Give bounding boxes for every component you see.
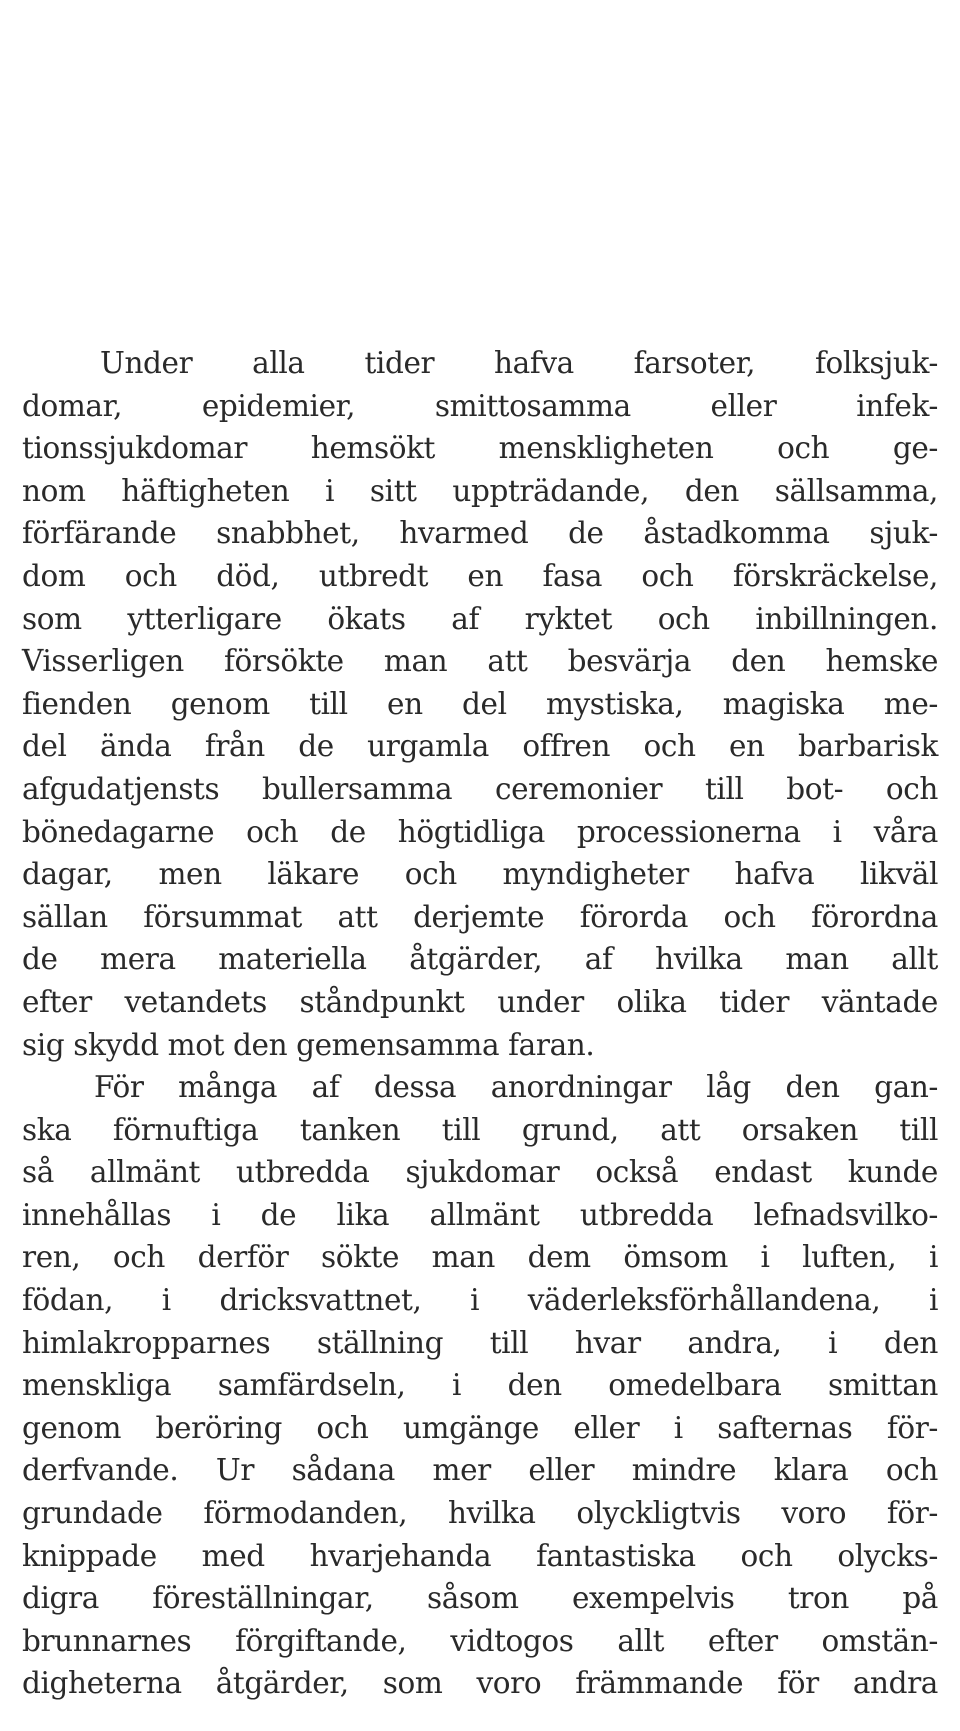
text-line: brunnarnes förgiftande, vidtogos allt efter omstän- — [22, 1623, 938, 1658]
text-line: dom och död, utbredt en fasa och förskräckelse, — [22, 558, 938, 593]
text-line: nom häftigheten i sitt uppträdande, den sällsamma, — [22, 473, 938, 508]
text-line: förfärande snabbhet, hvarmed de åstadkomma sjuk- — [22, 516, 938, 551]
text-line: fienden genom till en del mystiska, magiska me- — [22, 686, 938, 721]
text-line: himlakropparnes ställning till hvar andra, i den — [22, 1325, 938, 1360]
text-line: ska förnuftiga tanken till grund, att orsaken till — [22, 1112, 938, 1147]
text-line: digheterna åtgärder, som voro främmande för andra — [22, 1666, 938, 1701]
text-line: derfvande. Ur sådana mer eller mindre klara och — [22, 1453, 938, 1488]
text-line: Visserligen försökte man att besvärja den hemske — [22, 644, 938, 679]
text-line: domar, epidemier, smittosamma eller infek- — [22, 388, 938, 423]
text-line: För många af dessa anordningar låg den gan- — [94, 1070, 938, 1105]
text-line: innehållas i de lika allmänt utbredda lefnadsvilko- — [22, 1197, 938, 1232]
text-line: knippade med hvarjehanda fantastiska och olycks- — [22, 1538, 938, 1573]
text-line: grundade förmodanden, hvilka olyckligtvis voro för- — [22, 1496, 938, 1531]
text-line: ren, och derför sökte man dem ömsom i luften, i — [22, 1240, 938, 1275]
text-line: del ända från de urgamla offren och en barbarisk — [22, 729, 938, 764]
text-line: Under alla tider hafva farsoter, folksjuk- — [100, 346, 938, 380]
text-line: tionssjukdomar hemsökt menskligheten och ge- — [22, 431, 938, 466]
text-line: sig skydd mot den gemensamma faran. — [22, 1027, 595, 1062]
text-line: som ytterligare ökats af ryktet och inbillningen. — [22, 601, 938, 636]
text-line: födan, i dricksvattnet, i väderleksförhållandena, i — [22, 1283, 938, 1318]
text-line: efter vetandets ståndpunkt under olika tider väntade — [22, 984, 938, 1019]
text-line: bönedagarne och de högtidliga processionerna i våra — [22, 814, 938, 849]
text-line: de mera materiella åtgärder, af hvilka man allt — [22, 942, 938, 977]
text-line: sällan försummat att derjemte förorda och förordna — [22, 899, 938, 934]
text-line: så allmänt utbredda sjukdomar också endast kunde — [22, 1155, 938, 1190]
text-line: menskliga samfärdseln, i den omedelbara smittan — [22, 1368, 938, 1403]
text-line: afgudatjensts bullersamma ceremonier till bot- och — [22, 771, 938, 806]
text-line: dagar, men läkare och myndigheter hafva likväl — [22, 857, 938, 892]
body-text — [22, 342, 938, 1705]
text-line: genom beröring och umgänge eller i safternas för- — [22, 1410, 938, 1445]
text-line: digra föreställningar, såsom exempelvis tron på — [22, 1581, 938, 1616]
